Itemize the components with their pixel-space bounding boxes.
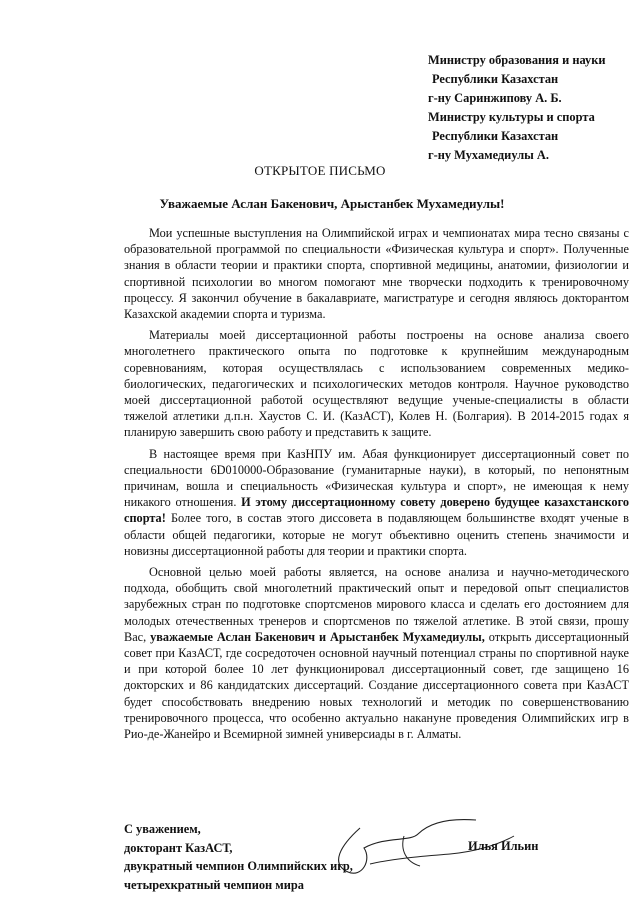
paragraph-1: Мои успешные выступления на Олимпийской играх и чемпионатах мира тесно связаны с образовательной программой по специальности «Физическая культура и спорт». Полученные знания в области теории и практики спорта, спортивной медицины, анатомии, физиологии и спортивной психологии во многом помогают мне творчески подходить к тренировочному процессу. Я закончил обучение в бакалавриате, магистратуре и сегодня являюсь докторантом Казахской академии спорта и туризма. [124,226,629,322]
letter-title: ОТКРЫТОЕ ПИСЬМО [254,163,386,178]
addressee-line-3: г-ну Саринжипову А. Б. [428,91,562,105]
closing-line-2: докторант КазАСТ, [124,840,233,855]
letter-body [124,225,629,747]
addressee-line-2: Республики Казахстан [432,72,559,86]
closing-line-3: двукратный чемпион Олимпийских игр, [124,859,353,874]
paragraph-4-emphasis: уважаемые Аслан Бакенович и Арыстанбек Мухамедиулы, [150,629,485,644]
addressee-line-5: Республики Казахстан [432,129,559,143]
paragraph-3-text-a: В настоящее время при КазНПУ им. Абая функционирует диссертационный совет по специальности 6D010000-Образование (гуманитарные науки), в который, по непонятным причинам, вошла и специальность «Физическая культура и спорт», не имеющая к нему никакого отношения. [124,446,629,510]
addressee-line-4: Министру культуры и спорта [428,110,595,124]
signature-name: Илья Ильин [468,839,539,853]
paragraph-4-text-a: Основной целью моей работы является, на основе анализа и научно-методического подхода, обобщить свой многолетний практический опыт и передовой опыт специалистов зарубежных стран по подготовке спортсменов мирового класса и сделать его достоянием для молодых отечественных тренеров и спортсменов по тяжелой атлетике. В этой связи, прошу Вас, [124,565,629,644]
closing-line-1: С уважением, [124,822,201,836]
paragraph-2: Материалы моей диссертационной работы построены на основе анализа своего многолетнего практического опыта по подготовке к крупнейшим международным соревнованиям, которая осуществлялась с использованием современных медико-биологических, педагогических и психологических методов контроля. Научное руководство моей диссертационной работой осуществляют ведущие ученые-специалисты в области тяжелой атлетики д.п.н. Хаустов С. И. (КазАСТ), Колев Н. (Болгария). В 2014-2015 годах я планирую завершить свою работу и представить к защите. [124,328,629,440]
closing-block [124,820,353,894]
paragraph-3 [124,446,629,559]
addressee-line-1: Министру образования и науки [428,53,606,67]
paragraph-4-text-b: открыть диссертационный совет при КазАСТ, где сосредоточен основной научный потенциал страны по спортивной науке и при которой более 10 лет функционировал диссертационный совет, где защищено 16 докторских и 86 кандидатских диссертаций. Создание диссертационного совета при КазАСТ будет способствовать внедрению новых технологий и методик по совершенствованию тренировочного процесса, что особенно актуально накануне проведения Олимпийских игр в Рио-де-Жанейро и Всемирной зимней универсиады в г. Алматы. [124,629,630,742]
addressee-line-6: г-ну Мухамедиулы А. [428,148,549,162]
paragraph-3-text-b: Более того, в состав этого диссовета в подавляющем большинстве входят ученые в области общей педагогики, которые не могут объективно оценить степень значимости и новизны диссертационной работы для теории и практики спорта. [124,511,629,558]
closing-line-4: четырехкратный чемпион мира [124,877,304,892]
addressee-block [428,51,606,165]
paragraph-4 [124,564,629,742]
paragraph-3-emphasis: И этому диссертационному совету доверено будущее казахстанского спорта! [124,495,629,526]
salutation: Уважаемые Аслан Бакенович, Арыстанбек Мухамедиулы! [159,196,505,211]
